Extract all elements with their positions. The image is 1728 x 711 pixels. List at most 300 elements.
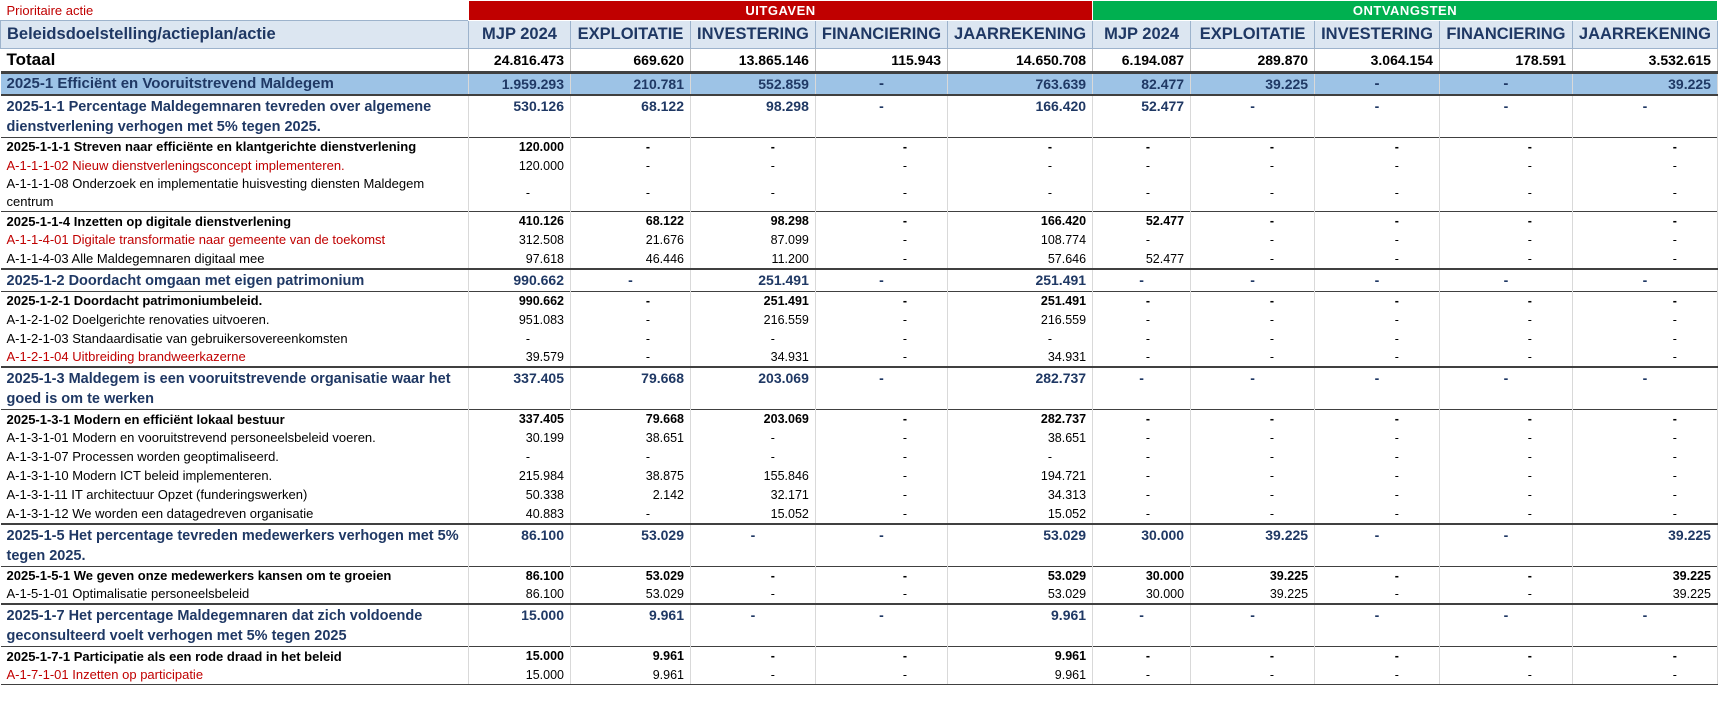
action-cell[interactable]: - [1572,448,1717,467]
action-cell[interactable]: 87.099 [691,231,816,250]
top-goal-cell[interactable]: - [815,73,947,95]
action-cell[interactable]: - [1191,310,1315,329]
action-label[interactable]: A-1-3-1-07 Processen worden geoptimaliseerd. [1,448,469,467]
goal-cell[interactable]: - [1439,367,1572,410]
action-cell[interactable]: 194.721 [948,467,1093,486]
action-cell[interactable]: - [1315,250,1440,269]
action-cell[interactable]: - [1315,310,1440,329]
plan-cell[interactable]: 53.029 [948,566,1093,585]
action-cell[interactable]: - [571,348,691,367]
action-cell[interactable]: 216.559 [691,310,816,329]
plan-cell[interactable]: 282.737 [948,410,1093,429]
action-cell[interactable]: 34.313 [948,486,1093,505]
plan-cell[interactable]: 166.420 [948,212,1093,231]
action-cell[interactable]: - [948,448,1093,467]
plan-label[interactable]: 2025-1-7-1 Participatie als een rode draad in het beleid [1,647,469,666]
goal-cell[interactable]: - [691,604,816,647]
goal-cell[interactable]: 15.000 [469,604,571,647]
action-cell[interactable]: - [1572,310,1717,329]
plan-cell[interactable]: - [571,137,691,156]
action-cell[interactable]: - [1572,156,1717,175]
action-cell[interactable]: - [691,329,816,348]
action-cell[interactable]: - [1191,429,1315,448]
goal-cell[interactable]: 39.225 [1191,524,1315,567]
plan-cell[interactable]: - [1191,137,1315,156]
goal-label[interactable]: 2025-1-5 Het percentage tevreden medewerkers verhogen met 5% tegen 2025. [1,524,469,567]
plan-cell[interactable]: - [1093,291,1191,310]
goal-cell[interactable]: 79.668 [571,367,691,410]
plan-cell[interactable]: - [1439,410,1572,429]
plan-cell[interactable]: 98.298 [691,212,816,231]
goal-cell[interactable]: 9.961 [571,604,691,647]
plan-cell[interactable]: - [1572,212,1717,231]
action-cell[interactable]: - [469,175,571,212]
goal-cell[interactable]: 53.029 [571,524,691,567]
plan-cell[interactable]: 39.225 [1191,566,1315,585]
plan-cell[interactable]: - [1191,410,1315,429]
goal-cell[interactable]: - [1093,269,1191,292]
goal-cell[interactable]: 68.122 [571,95,691,138]
goal-cell[interactable]: 53.029 [948,524,1093,567]
goal-cell[interactable]: - [1439,95,1572,138]
header-col[interactable]: JAARREKENING [1572,21,1717,49]
action-cell[interactable]: - [815,250,947,269]
action-cell[interactable]: - [1315,429,1440,448]
header-col[interactable]: EXPLOITATIE [1191,21,1315,49]
action-cell[interactable]: 34.931 [691,348,816,367]
action-cell[interactable]: - [1439,156,1572,175]
plan-cell[interactable]: - [815,212,947,231]
top-goal-cell[interactable]: - [1439,73,1572,95]
goal-cell[interactable]: 203.069 [691,367,816,410]
plan-label[interactable]: 2025-1-1-4 Inzetten op digitale dienstverlening [1,212,469,231]
action-cell[interactable]: - [1315,486,1440,505]
goal-cell[interactable]: 9.961 [948,604,1093,647]
goal-cell[interactable]: - [1315,604,1440,647]
action-label[interactable]: A-1-1-4-01 Digitale transformatie naar gemeente van de toekomst [1,231,469,250]
action-cell[interactable]: - [815,486,947,505]
action-cell[interactable]: - [815,329,947,348]
action-cell[interactable]: 39.579 [469,348,571,367]
action-cell[interactable]: 86.100 [469,585,571,604]
plan-cell[interactable]: - [1315,291,1440,310]
action-cell[interactable]: 2.142 [571,486,691,505]
plan-label[interactable]: 2025-1-2-1 Doordacht patrimoniumbeleid. [1,291,469,310]
header-col[interactable]: FINANCIERING [1439,21,1572,49]
goal-cell[interactable]: 98.298 [691,95,816,138]
plan-cell[interactable]: - [815,566,947,585]
header-col[interactable]: INVESTERING [1315,21,1440,49]
goal-cell[interactable]: 166.420 [948,95,1093,138]
header-label[interactable]: Beleidsdoelstelling/actieplan/actie [1,21,469,49]
goal-cell[interactable]: - [571,269,691,292]
action-cell[interactable]: - [571,448,691,467]
action-label[interactable]: A-1-2-1-03 Standaardisatie van gebruikersovereenkomsten [1,329,469,348]
action-cell[interactable]: 15.052 [948,505,1093,524]
goal-cell[interactable]: 251.491 [691,269,816,292]
plan-cell[interactable]: 30.000 [1093,566,1191,585]
goal-cell[interactable]: - [1315,269,1440,292]
action-label[interactable]: A-1-1-1-02 Nieuw dienstverleningsconcept implementeren. [1,156,469,175]
action-cell[interactable]: 97.618 [469,250,571,269]
action-cell[interactable]: - [1093,175,1191,212]
goal-label[interactable]: 2025-1-7 Het percentage Maldegemnaren dat zich voldoende geconsulteerd voelt verhogen met 5% tegen 2025 [1,604,469,647]
action-cell[interactable]: - [1191,348,1315,367]
total-cell[interactable]: 178.591 [1439,49,1572,73]
action-cell[interactable]: - [469,329,571,348]
action-cell[interactable]: - [1439,429,1572,448]
plan-cell[interactable]: - [815,647,947,666]
goal-cell[interactable]: - [1191,269,1315,292]
goal-cell[interactable]: - [1439,604,1572,647]
action-cell[interactable]: - [1191,448,1315,467]
action-cell[interactable]: 46.446 [571,250,691,269]
action-label[interactable]: A-1-3-1-01 Modern en vooruitstrevend personeelsbeleid voeren. [1,429,469,448]
action-cell[interactable]: - [1315,666,1440,685]
action-cell[interactable]: - [1093,310,1191,329]
action-cell[interactable]: - [1439,585,1572,604]
goal-cell[interactable]: - [1439,524,1572,567]
action-cell[interactable]: - [815,429,947,448]
action-label[interactable]: A-1-3-1-12 We worden een datagedreven organisatie [1,505,469,524]
action-cell[interactable]: - [1572,666,1717,685]
plan-cell[interactable]: - [1093,410,1191,429]
action-cell[interactable]: - [815,666,947,685]
plan-cell[interactable]: 251.491 [948,291,1093,310]
action-cell[interactable]: - [1191,156,1315,175]
action-cell[interactable]: 53.029 [948,585,1093,604]
plan-cell[interactable]: - [691,137,816,156]
action-cell[interactable]: - [1439,310,1572,329]
action-cell[interactable]: - [469,448,571,467]
goal-cell[interactable]: - [1191,367,1315,410]
action-cell[interactable]: - [691,156,816,175]
action-cell[interactable]: - [1315,175,1440,212]
plan-cell[interactable]: - [1093,137,1191,156]
plan-cell[interactable]: 120.000 [469,137,571,156]
action-cell[interactable]: 216.559 [948,310,1093,329]
action-cell[interactable]: - [1572,467,1717,486]
action-cell[interactable]: 9.961 [948,666,1093,685]
action-cell[interactable]: - [691,666,816,685]
plan-cell[interactable]: - [1439,647,1572,666]
action-cell[interactable]: - [691,585,816,604]
action-cell[interactable]: - [1315,156,1440,175]
action-cell[interactable]: 39.225 [1191,585,1315,604]
action-cell[interactable]: - [1572,505,1717,524]
action-label[interactable]: A-1-5-1-01 Optimalisatie personeelsbeleid [1,585,469,604]
action-cell[interactable]: 40.883 [469,505,571,524]
top-goal-cell[interactable]: 1.959.293 [469,73,571,95]
plan-cell[interactable]: - [1572,410,1717,429]
action-cell[interactable]: 21.676 [571,231,691,250]
goal-cell[interactable]: 337.405 [469,367,571,410]
header-col[interactable]: JAARREKENING [948,21,1093,49]
plan-cell[interactable]: 9.961 [571,647,691,666]
plan-cell[interactable]: - [1439,291,1572,310]
goal-cell[interactable]: - [1191,95,1315,138]
action-cell[interactable]: - [1315,467,1440,486]
action-cell[interactable]: - [1572,486,1717,505]
goal-cell[interactable]: - [815,95,947,138]
action-cell[interactable]: - [1191,505,1315,524]
header-col[interactable]: MJP 2024 [469,21,571,49]
total-cell[interactable]: 3.532.615 [1572,49,1717,73]
goal-label[interactable]: 2025-1-2 Doordacht omgaan met eigen patrimonium [1,269,469,292]
action-cell[interactable]: - [571,505,691,524]
top-goal-cell[interactable]: 39.225 [1572,73,1717,95]
action-cell[interactable]: - [691,175,816,212]
action-cell[interactable]: - [815,467,947,486]
action-cell[interactable]: 9.961 [571,666,691,685]
plan-cell[interactable]: - [1191,291,1315,310]
plan-cell[interactable]: 79.668 [571,410,691,429]
goal-cell[interactable]: 86.100 [469,524,571,567]
plan-cell[interactable]: - [1315,410,1440,429]
action-label[interactable]: A-1-3-1-10 Modern ICT beleid implementeren. [1,467,469,486]
action-cell[interactable]: 52.477 [1093,250,1191,269]
action-cell[interactable]: - [1439,467,1572,486]
action-label[interactable]: A-1-2-1-04 Uitbreiding brandweerkazerne [1,348,469,367]
action-cell[interactable]: - [815,505,947,524]
action-label[interactable]: A-1-3-1-11 IT architectuur Opzet (funderingswerken) [1,486,469,505]
action-cell[interactable]: 120.000 [469,156,571,175]
plan-cell[interactable]: - [1439,566,1572,585]
plan-cell[interactable]: - [1093,647,1191,666]
action-cell[interactable]: 155.846 [691,467,816,486]
goal-cell[interactable]: - [1439,269,1572,292]
action-cell[interactable]: 50.338 [469,486,571,505]
top-goal-cell[interactable]: 552.859 [691,73,816,95]
plan-cell[interactable]: 68.122 [571,212,691,231]
top-goal-cell[interactable]: 39.225 [1191,73,1315,95]
action-cell[interactable]: 312.508 [469,231,571,250]
top-goal-cell[interactable]: 82.477 [1093,73,1191,95]
action-cell[interactable]: - [1093,231,1191,250]
action-cell[interactable]: - [1315,448,1440,467]
action-label[interactable]: A-1-1-1-08 Onderzoek en implementatie huisvesting diensten Maldegem centrum [1,175,469,212]
goal-cell[interactable]: 52.477 [1093,95,1191,138]
action-cell[interactable]: 38.651 [571,429,691,448]
goal-cell[interactable]: - [1572,269,1717,292]
plan-cell[interactable]: - [571,291,691,310]
plan-cell[interactable]: - [1572,291,1717,310]
goal-cell[interactable]: - [815,524,947,567]
goal-cell[interactable]: - [1191,604,1315,647]
action-cell[interactable]: - [1439,505,1572,524]
action-cell[interactable]: - [1093,666,1191,685]
action-label[interactable]: A-1-7-1-01 Inzetten op participatie [1,666,469,685]
action-cell[interactable]: - [815,448,947,467]
total-cell[interactable]: 289.870 [1191,49,1315,73]
header-col[interactable]: MJP 2024 [1093,21,1191,49]
action-cell[interactable]: - [1572,348,1717,367]
action-cell[interactable]: 53.029 [571,585,691,604]
action-cell[interactable]: - [815,348,947,367]
top-goal-cell[interactable]: - [1315,73,1440,95]
action-cell[interactable]: - [1439,448,1572,467]
action-cell[interactable]: - [571,175,691,212]
plan-cell[interactable]: - [815,291,947,310]
action-cell[interactable]: - [1315,585,1440,604]
action-label[interactable]: A-1-1-4-03 Alle Maldegemnaren digitaal mee [1,250,469,269]
action-cell[interactable]: 30.199 [469,429,571,448]
action-cell[interactable]: - [815,585,947,604]
plan-cell[interactable]: - [1315,647,1440,666]
plan-label[interactable]: 2025-1-1-1 Streven naar efficiënte en klantgerichte dienstverlening [1,137,469,156]
plan-cell[interactable]: - [815,137,947,156]
action-cell[interactable]: - [1572,231,1717,250]
action-cell[interactable]: - [1093,329,1191,348]
plan-cell[interactable]: 39.225 [1572,566,1717,585]
action-cell[interactable]: - [1315,348,1440,367]
plan-cell[interactable]: - [1315,566,1440,585]
action-cell[interactable]: - [1439,250,1572,269]
plan-cell[interactable]: 203.069 [691,410,816,429]
action-cell[interactable]: - [1191,467,1315,486]
action-cell[interactable]: 15.000 [469,666,571,685]
action-cell[interactable]: - [1093,429,1191,448]
action-cell[interactable]: - [1572,429,1717,448]
goal-cell[interactable]: 251.491 [948,269,1093,292]
action-cell[interactable]: - [1315,329,1440,348]
action-cell[interactable]: - [1572,329,1717,348]
plan-cell[interactable]: - [691,647,816,666]
action-cell[interactable]: - [1093,156,1191,175]
action-cell[interactable]: - [1439,175,1572,212]
action-cell[interactable]: 32.171 [691,486,816,505]
goal-cell[interactable]: 282.737 [948,367,1093,410]
action-cell[interactable]: 39.225 [1572,585,1717,604]
action-cell[interactable]: - [1093,467,1191,486]
goal-cell[interactable]: - [1572,604,1717,647]
goal-cell[interactable]: - [1315,95,1440,138]
action-cell[interactable]: - [1191,231,1315,250]
plan-cell[interactable]: - [948,137,1093,156]
total-label[interactable]: Totaal [1,49,469,73]
goal-cell[interactable]: 530.126 [469,95,571,138]
goal-cell[interactable]: 39.225 [1572,524,1717,567]
plan-cell[interactable]: 86.100 [469,566,571,585]
action-cell[interactable]: - [948,156,1093,175]
goal-cell[interactable]: - [1093,367,1191,410]
goal-cell[interactable]: - [1572,95,1717,138]
action-cell[interactable]: - [815,310,947,329]
goal-cell[interactable]: - [1093,604,1191,647]
action-cell[interactable]: 108.774 [948,231,1093,250]
action-cell[interactable]: - [815,231,947,250]
action-cell[interactable]: - [571,310,691,329]
top-goal-cell[interactable]: 210.781 [571,73,691,95]
action-cell[interactable]: - [1315,231,1440,250]
goal-cell[interactable]: - [815,269,947,292]
action-cell[interactable]: - [1572,175,1717,212]
plan-cell[interactable]: 410.126 [469,212,571,231]
action-cell[interactable]: - [1439,231,1572,250]
action-cell[interactable]: - [1191,666,1315,685]
action-cell[interactable]: 38.651 [948,429,1093,448]
plan-cell[interactable]: - [1315,212,1440,231]
action-cell[interactable]: - [1439,666,1572,685]
action-cell[interactable]: - [1093,505,1191,524]
action-cell[interactable]: - [1315,505,1440,524]
action-cell[interactable]: - [571,329,691,348]
action-cell[interactable]: - [1572,250,1717,269]
plan-cell[interactable]: - [1439,137,1572,156]
action-cell[interactable]: 951.083 [469,310,571,329]
header-col[interactable]: EXPLOITATIE [571,21,691,49]
total-cell[interactable]: 6.194.087 [1093,49,1191,73]
plan-cell[interactable]: - [1315,137,1440,156]
action-cell[interactable]: - [815,156,947,175]
action-cell[interactable]: - [948,175,1093,212]
top-goal-label[interactable]: 2025-1 Efficiënt en Vooruitstrevend Maldegem [1,73,469,95]
goal-label[interactable]: 2025-1-1 Percentage Maldegemnaren tevreden over algemene dienstverlening verhogen met 5% tegen 2025. [1,95,469,138]
plan-cell[interactable]: - [1191,212,1315,231]
action-cell[interactable]: - [1191,250,1315,269]
action-cell[interactable]: - [1191,486,1315,505]
action-cell[interactable]: - [1439,329,1572,348]
plan-cell[interactable]: - [1572,647,1717,666]
action-cell[interactable]: 15.052 [691,505,816,524]
total-cell[interactable]: 13.865.146 [691,49,816,73]
goal-cell[interactable]: - [1315,367,1440,410]
action-cell[interactable]: 215.984 [469,467,571,486]
action-cell[interactable]: - [691,429,816,448]
goal-cell[interactable]: - [691,524,816,567]
plan-cell[interactable]: 337.405 [469,410,571,429]
top-goal-cell[interactable]: 763.639 [948,73,1093,95]
action-cell[interactable]: - [1093,348,1191,367]
plan-cell[interactable]: 251.491 [691,291,816,310]
action-cell[interactable]: 11.200 [691,250,816,269]
action-cell[interactable]: 30.000 [1093,585,1191,604]
plan-cell[interactable]: - [1572,137,1717,156]
action-cell[interactable]: 57.646 [948,250,1093,269]
goal-label[interactable]: 2025-1-3 Maldegem is een vooruitstrevende organisatie waar het goed is om te werken [1,367,469,410]
plan-cell[interactable]: 15.000 [469,647,571,666]
action-cell[interactable]: - [948,329,1093,348]
goal-cell[interactable]: 990.662 [469,269,571,292]
total-cell[interactable]: 669.620 [571,49,691,73]
plan-cell[interactable]: 53.029 [571,566,691,585]
goal-cell[interactable]: - [1315,524,1440,567]
plan-cell[interactable]: 990.662 [469,291,571,310]
goal-cell[interactable]: 30.000 [1093,524,1191,567]
plan-cell[interactable]: 9.961 [948,647,1093,666]
plan-cell[interactable]: 52.477 [1093,212,1191,231]
action-cell[interactable]: - [815,175,947,212]
plan-cell[interactable]: - [815,410,947,429]
plan-cell[interactable]: - [1191,647,1315,666]
goal-cell[interactable]: - [815,604,947,647]
action-cell[interactable]: - [1439,348,1572,367]
goal-cell[interactable]: - [815,367,947,410]
action-cell[interactable]: - [1093,448,1191,467]
plan-cell[interactable]: - [1439,212,1572,231]
action-cell[interactable]: 34.931 [948,348,1093,367]
action-cell[interactable]: - [691,448,816,467]
header-col[interactable]: INVESTERING [691,21,816,49]
total-cell[interactable]: 115.943 [815,49,947,73]
plan-label[interactable]: 2025-1-3-1 Modern en efficiënt lokaal bestuur [1,410,469,429]
header-col[interactable]: FINANCIERING [815,21,947,49]
action-label[interactable]: A-1-2-1-02 Doelgerichte renovaties uitvoeren. [1,310,469,329]
total-cell[interactable]: 14.650.708 [948,49,1093,73]
action-cell[interactable]: - [1191,329,1315,348]
goal-cell[interactable]: - [1572,367,1717,410]
action-cell[interactable]: - [1439,486,1572,505]
